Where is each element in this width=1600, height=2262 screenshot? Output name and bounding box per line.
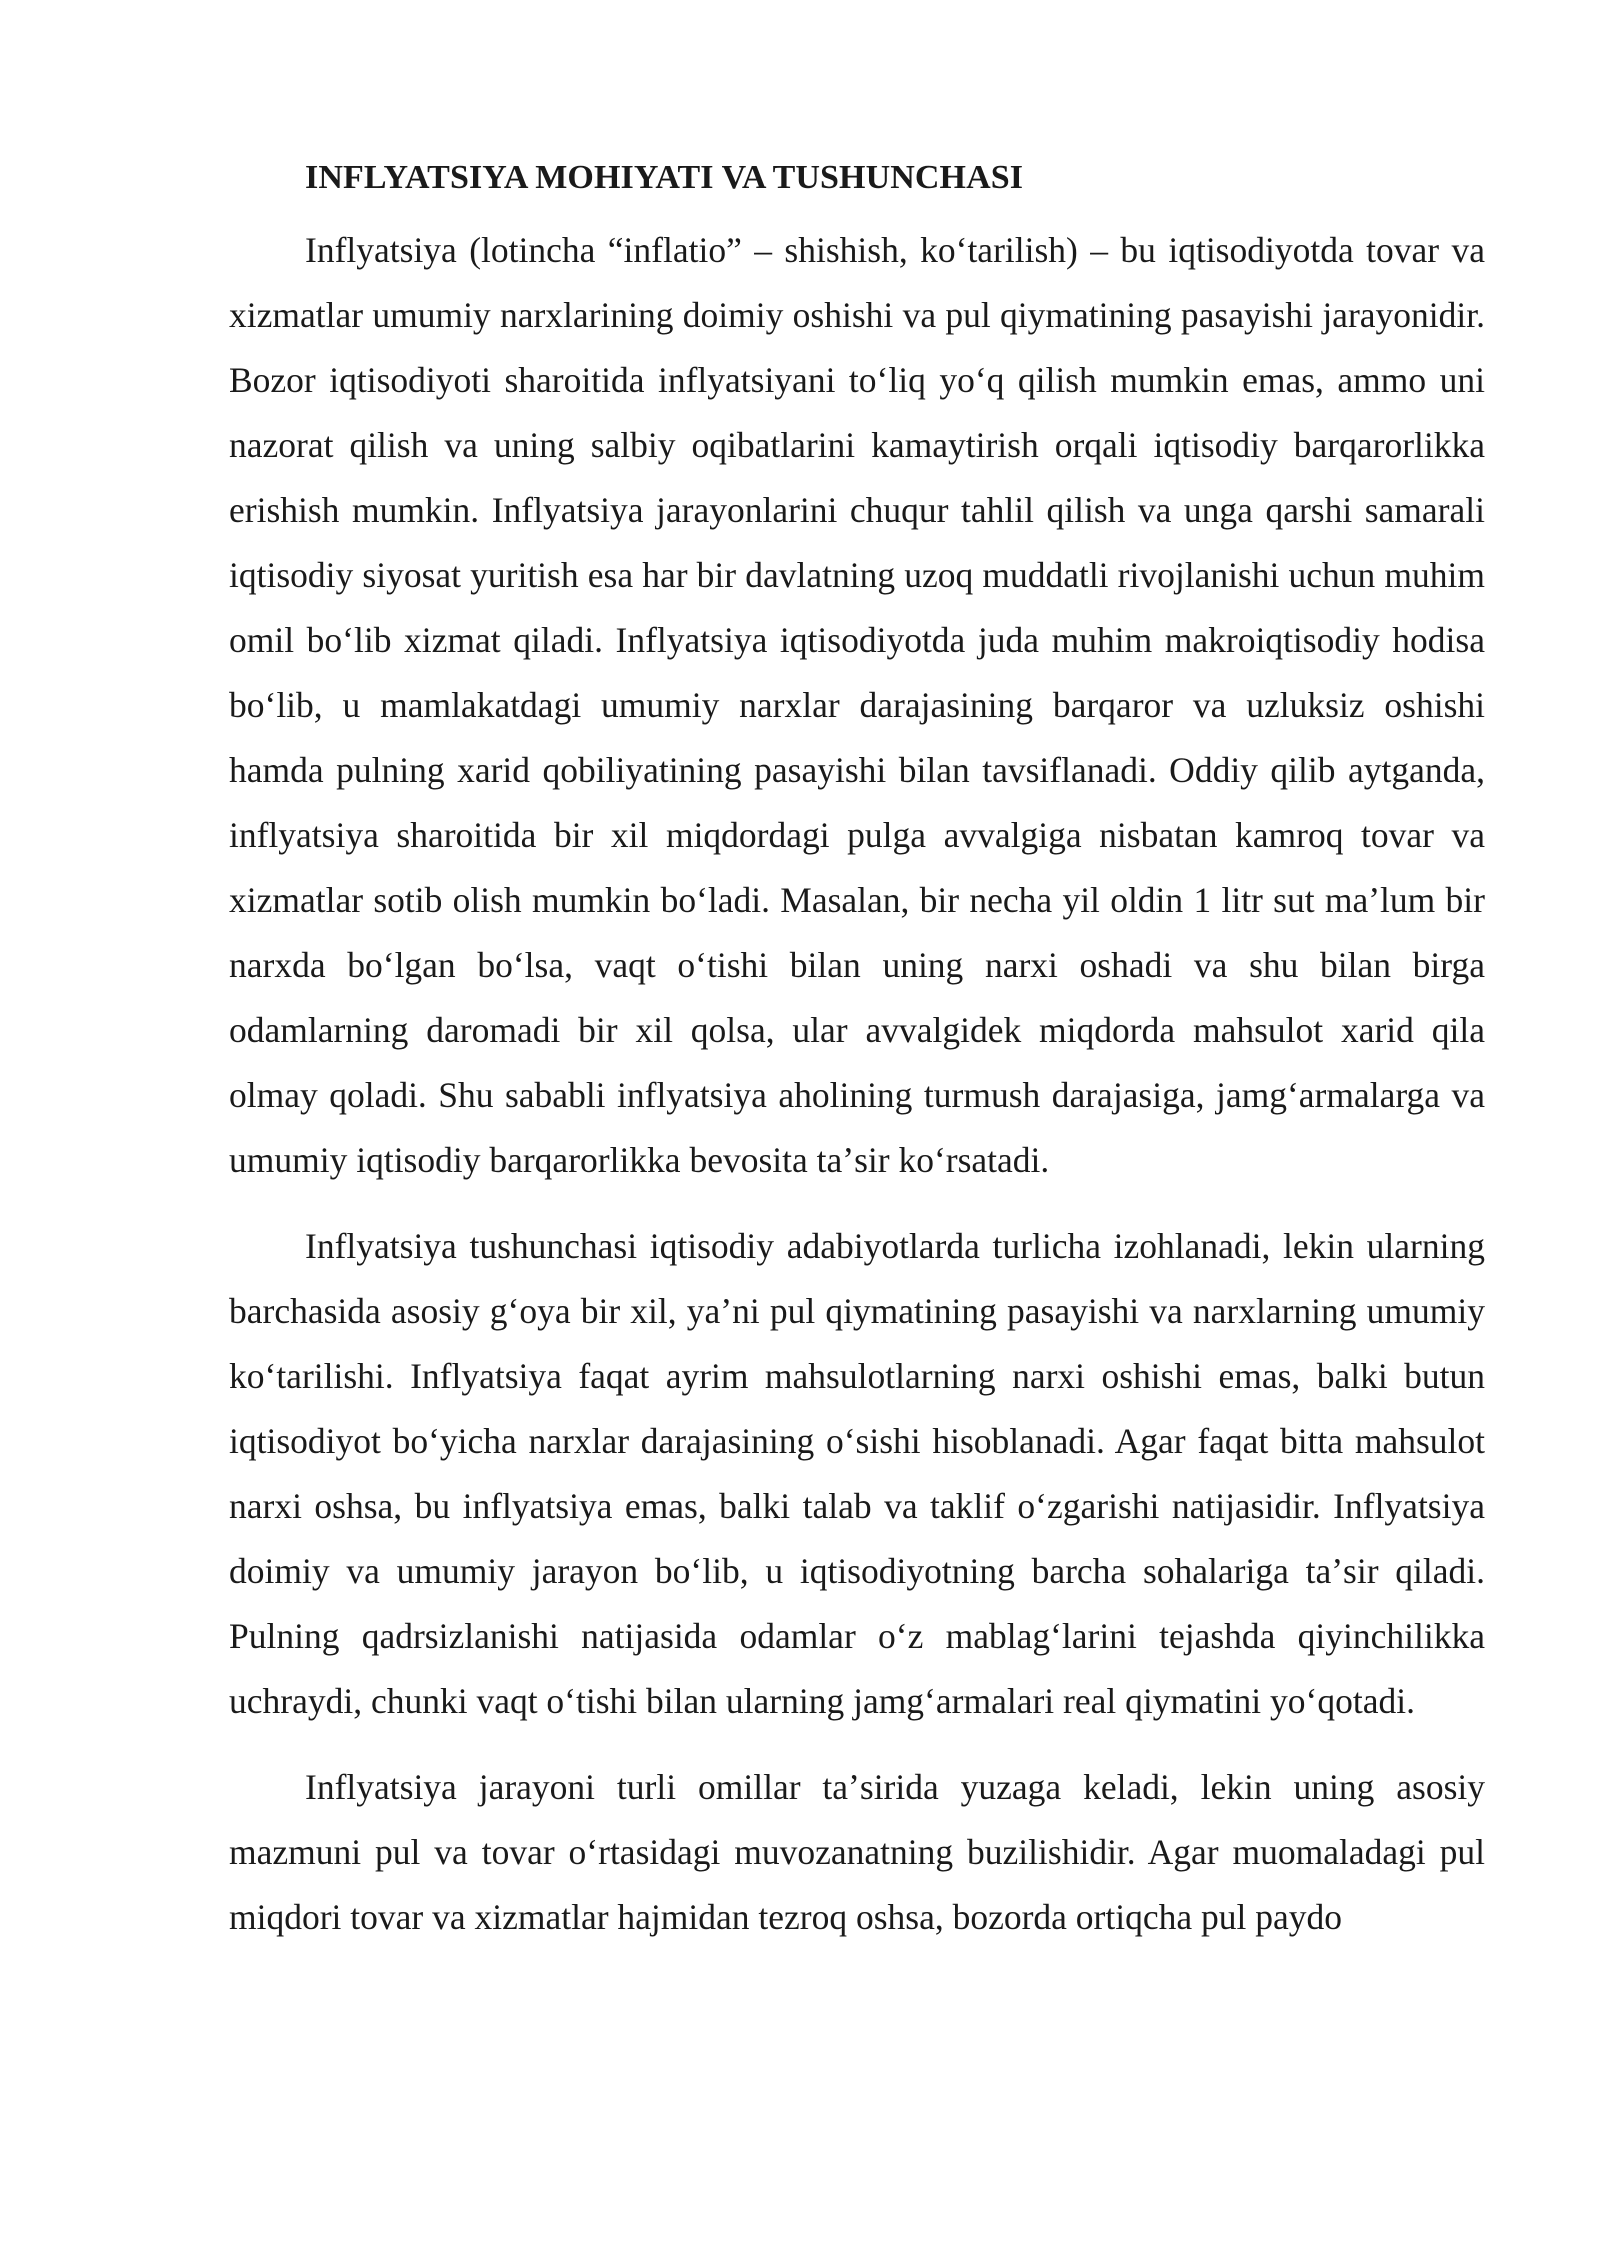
document-title: INFLYATSIYA MOHIYATI VA TUSHUNCHASI [305,159,1024,196]
paragraph-1: Inflyatsiya (lotincha “inflatio” – shishish, koʻtarilish) – bu iqtisodiyotda tovar va xizmatlar umumiy narxlarining doimiy oshishi va pul qiymatining pasayishi jarayonidir. Bozor iqtisodiyoti sharoitida inflyatsiyani toʻliq yoʻq qilish mumkin emas, ammo uni nazorat qilish va uning salbiy oqibatlarini kamaytirish orqali iqtisodiy barqarorlikka erishish mumkin. Inflyatsiya jarayonlarini chuqur tahlil qilish va unga qarshi samarali iqtisodiy siyosat yuritish esa har bir davlatning uzoq muddatli rivojlanishi uchun muhim omil boʻlib xizmat qiladi. Inflyatsiya iqtisodiyotda juda muhim makroiqtisodiy hodisa boʻlib, u mamlakatdagi umumiy narxlar darajasining barqaror va uzluksiz oshishi hamda pulning xarid qobiliyatining pasayishi bilan tavsiflanadi. Oddiy qilib aytganda, inflyatsiya sharoitida bir xil miqdordagi pulga avvalgiga nisbatan kamroq tovar va xizmatlar sotib olish mumkin boʻladi. Masalan, bir necha yil oldin 1 litr sut maʼlum bir narxda boʻlgan boʻlsa, vaqt oʻtishi bilan uning narxi oshadi va shu bilan birga odamlarning daromadi bir xil qolsa, ular avvalgidek miqdorda mahsulot xarid qila olmay qoladi. Shu sababli inflyatsiya aholining turmush darajasiga, jamgʻarmalarga va umumiy iqtisodiy barqarorlikka bevosita taʼsir koʻrsatadi. [229,230,1485,1180]
paragraph-2: Inflyatsiya tushunchasi iqtisodiy adabiyotlarda turlicha izohlanadi, lekin ularning barchasida asosiy gʻoya bir xil, yaʼni pul qiymatining pasayishi va narxlarning umumiy koʻtarilishi. Inflyatsiya faqat ayrim mahsulotlarning narxi oshishi emas, balki butun iqtisodiyot boʻyicha narxlar darajasining oʻsishi hisoblanadi. Agar faqat bitta mahsulot narxi oshsa, bu inflyatsiya emas, balki talab va taklif oʻzgarishi natijasidir. Inflyatsiya doimiy va umumiy jarayon boʻlib, u iqtisodiyotning barcha sohalariga taʼsir qiladi. Pulning qadrsizlanishi natijasida odamlar oʻz mablagʻlarini tejashda qiyinchilikka uchraydi, chunki vaqt oʻtishi bilan ularning jamgʻarmalari real qiymatini yoʻqotadi. [229,1226,1485,1721]
document-body [229,150,1485,1950]
paragraph-3: Inflyatsiya jarayoni turli omillar taʼsirida yuzaga keladi, lekin uning asosiy mazmuni pul va tovar oʻrtasidagi muvozanatning buzilishidir. Agar muomaladagi pul miqdori tovar va xizmatlar hajmidan tezroq oshsa, bozorda ortiqcha pul paydo [229,1767,1485,1937]
